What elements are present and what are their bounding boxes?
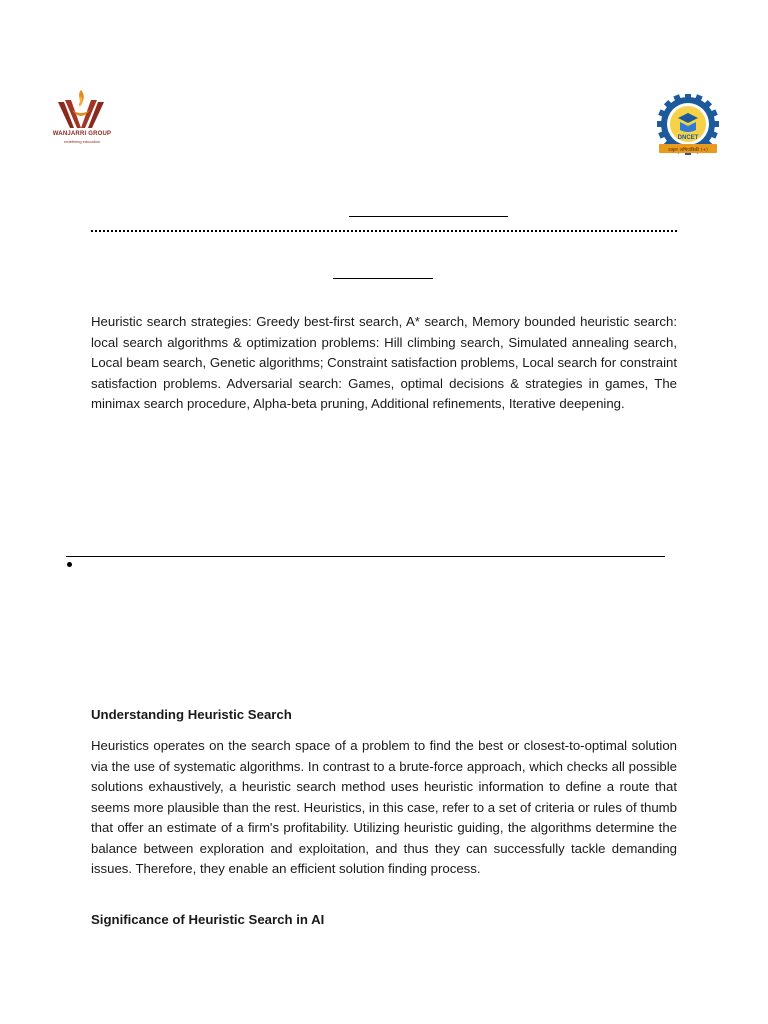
logo-tagline: redefining education	[63, 139, 101, 144]
section-paragraph-understanding: Heuristics operates on the search space of a problem to find the best or closest-to-optimal solution via the use of systematic algorithms. In contrast to a brute-force approach, which checks all possible solutions exhaustively, a heuristic search method uses heuristic information to define a route that seems more plausible than the rest. Heuristics, in this case, refer to a set of criteria or rules of thumb that offer an estimate of a firm's profitability. Utilizing heuristic guiding, the algorithms determine the balance between exploration and exploitation, and thus they can successfully tackle demanding issues. Therefore, they enable an efficient solution finding process.	[91, 738, 677, 876]
dotted-separator	[91, 230, 677, 232]
logo-caption: WANJARRI GROUP	[52, 131, 112, 137]
seal-ribbon-text: उत्कृष्ट अभियांत्रिकी (+)	[668, 148, 708, 153]
title-underline	[349, 216, 508, 217]
subtitle-underline	[333, 278, 433, 279]
section-heading-significance: Significance of Heuristic Search in AI	[91, 912, 325, 927]
section-heading-understanding: Understanding Heuristic Search	[91, 707, 292, 722]
syllabus-paragraph: Heuristic search strategies: Greedy best-first search, A* search, Memory bounded heuristic search: local search algorithms & optimization problems: Hill climbing search, Simulated annealing search, Local beam search, Genetic algorithms; Constraint satisfaction problems, Local search for constraint satisfaction problems. Adversarial search: Games, optimal decisions & strategies in games, The minimax search procedure, Alpha-beta pruning, Additional refinements, Iterative deepening.	[91, 314, 677, 411]
section-divider	[66, 556, 665, 557]
college-gear-seal-logo-icon	[654, 94, 722, 156]
bullet-icon	[67, 562, 72, 567]
seal-text: DNCET	[677, 135, 699, 141]
